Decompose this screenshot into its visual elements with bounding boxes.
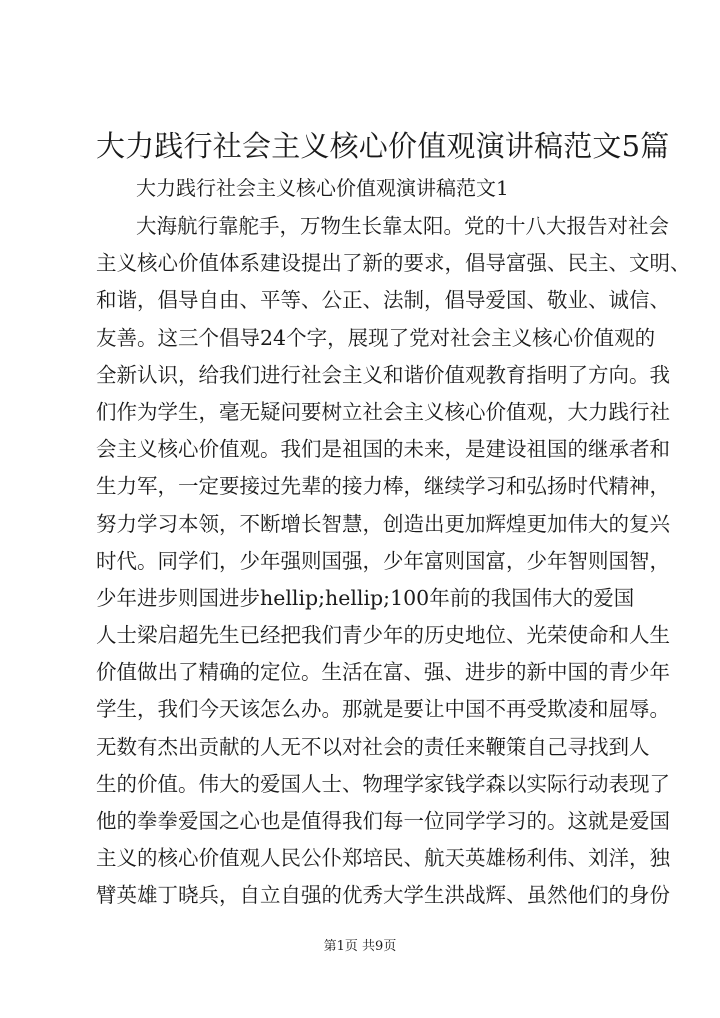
body-text [96, 208, 691, 915]
text-line: 努力学习本领，不断增长智慧，创造出更加辉煌更加伟大的复兴 [96, 511, 670, 536]
text-line: 他的拳拳爱国之心也是值得我们每一位同学学习的。这就是爱国 [96, 809, 670, 833]
text-line: 全新认识，给我们进行社会主义和谐价值观教育指明了方向。我 [96, 362, 670, 387]
document-subtitle: 大力践行社会主义核心价值观演讲稿范文1 [136, 176, 509, 200]
text-line: 会主义核心价值观。我们是祖国的未来，是建设祖国的继承者和 [96, 437, 670, 462]
text-line: 时代。同学们，少年强则国强，少年富则国富，少年智则国智， [96, 548, 670, 573]
text-line: 大海航行靠舵手，万物生长靠太阳。党的十八大报告对社会 [136, 214, 669, 238]
text-line: 生力军，一定要接过先辈的接力棒，继续学习和弘扬时代精神， [96, 474, 670, 499]
text-line: 无数有杰出贡献的人无不以对社会的责任来鞭策自己寻找到人 [96, 734, 650, 759]
text-line: 少年进步则国进步hellip;hellip;100年前的我国伟大的爱国 [96, 585, 635, 610]
text-line: 友善。这三个倡导24个字，展现了党对社会主义核心价值观的 [96, 325, 656, 350]
text-line: 臂英雄丁晓兵，自立自强的优秀大学生洪战辉、虽然他们的身份 [96, 883, 670, 908]
text-line: 们作为学生，毫无疑问要树立社会主义核心价值观，大力践行社 [96, 399, 670, 424]
text-line: 主义的核心价值观人民公仆郑培民、航天英雄杨利伟、刘洋，独 [96, 846, 670, 871]
text-line: 价值做出了精确的定位。生活在富、强、进步的新中国的青少年 [96, 660, 670, 685]
text-line: 人士梁启超先生已经把我们青少年的历史地位、光荣使命和人生 [96, 623, 670, 648]
document-title: 大力践行社会主义核心价值观演讲稿范文5篇 [96, 129, 670, 163]
text-line: 学生，我们今天该怎么办。那就是要让中国不再受欺凌和屈辱。 [96, 697, 670, 722]
text-line: 生的价值。伟大的爱国人士、物理学家钱学森以实际行动表现了 [96, 771, 670, 796]
page-number-footer: 第1页 共9页 [323, 939, 397, 954]
text-line: 和谐，倡导自由、平等、公正、法制，倡导爱国、敬业、诚信、 [96, 288, 670, 313]
text-line: 主义核心价值体系建设提出了新的要求，倡导富强、民主、文明、 [96, 251, 691, 276]
